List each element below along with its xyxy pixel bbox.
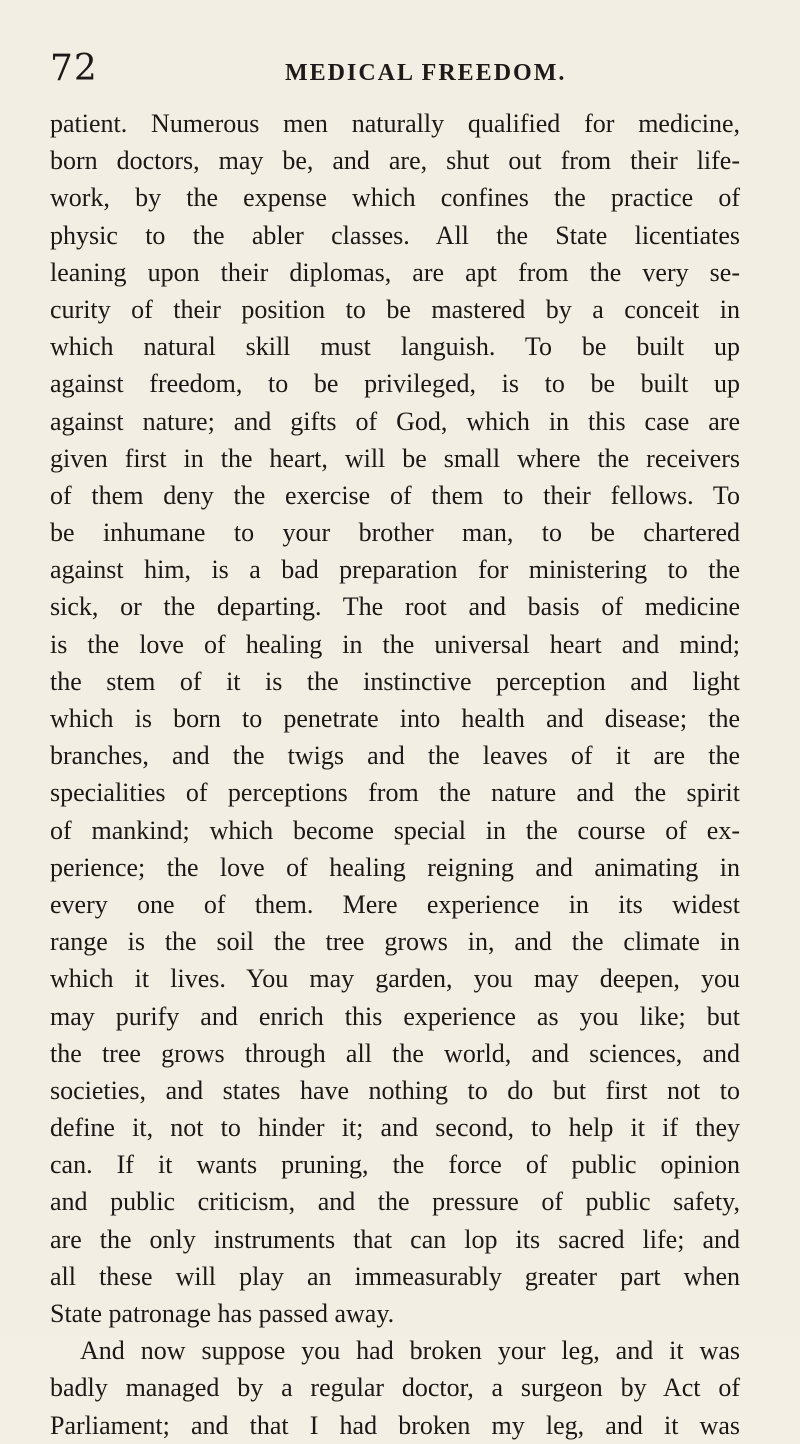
text-line: patient. Numerous men naturally qualified for medicine, — [50, 109, 740, 138]
text-line: curity of their position to be mastered by a conceit in — [50, 294, 740, 324]
text-line: all these will play an immeasurably greater part when — [50, 1261, 740, 1291]
text-line: against nature; and gifts of God, which in this case are — [50, 406, 740, 436]
page-number: 72 — [50, 48, 98, 89]
text-line: are the only instruments that can lop its sacred life; and — [50, 1224, 740, 1254]
text-line: may purify and enrich this experience as you like; but — [50, 1001, 740, 1031]
text-line: societies, and states have nothing to do but first not to — [50, 1075, 740, 1105]
text-line: be inhumane to your brother man, to be chartered — [50, 518, 740, 548]
paragraph-start-line: And now suppose you had broken your leg, and it was — [80, 1336, 740, 1366]
text-line: every one of them. Mere experience in its widest — [50, 889, 740, 919]
text-line: leaning upon their diplomas, are apt from the very se- — [50, 257, 740, 287]
text-line: given first in the heart, will be small where the receivers — [50, 443, 740, 473]
text-line: badly managed by a regular doctor, a surgeon by Act of — [50, 1373, 740, 1403]
text-line: of mankind; which become special in the course of ex- — [50, 815, 740, 845]
text-line: and public criticism, and the pressure of public safety, — [50, 1187, 740, 1217]
text-line: specialities of perceptions from the nature and the spirit — [50, 778, 740, 808]
text-line: Parliament; and that I had broken my leg, and it was — [50, 1410, 740, 1440]
text-line: against him, is a bad preparation for ministering to the — [50, 555, 740, 585]
text-line: which it lives. You may garden, you may deepen, you — [50, 964, 740, 994]
text-line: born doctors, may be, and are, shut out from their life- — [50, 146, 740, 176]
text-line: the tree grows through all the world, and sciences, and — [50, 1038, 740, 1068]
text-line: work, by the expense which confines the practice of — [50, 183, 740, 213]
text-line: can. If it wants pruning, the force of public opinion — [50, 1150, 740, 1180]
running-head: MEDICAL FREEDOM. — [285, 60, 567, 86]
text-line: is the love of healing in the universal heart and mind; — [50, 629, 740, 659]
text-line: define it, not to hinder it; and second, to help it if they — [50, 1113, 740, 1143]
text-line: range is the soil the tree grows in, and the climate in — [50, 927, 740, 957]
text-line: which is born to penetrate into health and disease; the — [50, 704, 740, 733]
text-line: branches, and the twigs and the leaves of it are the — [50, 741, 740, 771]
text-line: the stem of it is the instinctive perception and light — [50, 666, 740, 696]
text-line: sick, or the departing. The root and basis of medicine — [50, 592, 740, 622]
text-line: of them deny the exercise of them to their fellows. To — [50, 480, 740, 510]
paragraph-end-line: State patronage has passed away. — [50, 1299, 395, 1328]
text-line: which natural skill must languish. To be built up — [50, 332, 740, 362]
page-header — [0, 48, 800, 88]
text-line: perience; the love of healing reigning and animating in — [50, 852, 740, 882]
text-line: physic to the abler classes. All the State licentiates — [50, 220, 740, 250]
text-line: against freedom, to be privileged, is to be built up — [50, 369, 740, 399]
body-text — [50, 105, 740, 1444]
